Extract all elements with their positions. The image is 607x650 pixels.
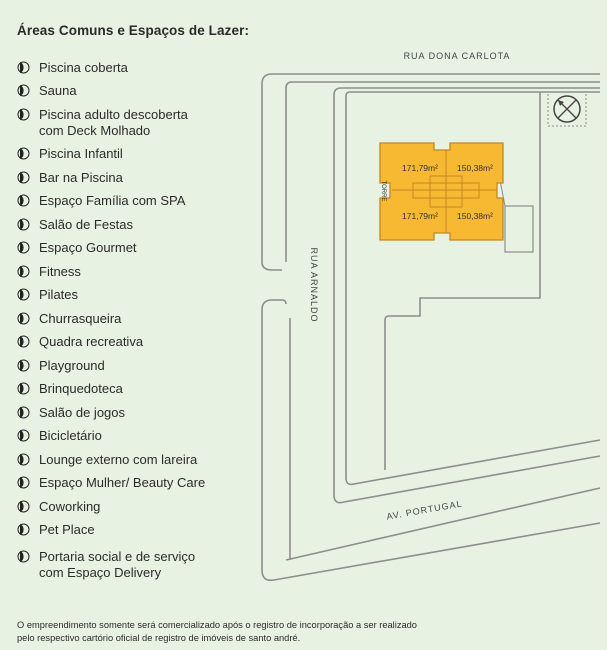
amenity-label: Portaria social e de serviço com Espaço Delivery <box>39 549 196 580</box>
amenity-label: Coworking <box>39 499 101 514</box>
legal-disclaimer <box>17 619 597 644</box>
amenity-label: Espaço Família com SPA <box>39 193 186 208</box>
street-edge <box>334 315 600 503</box>
amenity-label: Lounge externo com lareira <box>39 452 198 467</box>
amenity-label: Salão de Festas <box>39 217 133 232</box>
amenity-label: Fitness <box>39 264 81 279</box>
street-edge <box>262 523 600 580</box>
street-edge <box>262 300 286 570</box>
amenity-label: Churrasqueira <box>39 311 122 326</box>
annex-block <box>505 206 533 252</box>
street-label-av-portugal: AV. PORTUGAL <box>385 498 464 522</box>
amenity-label: Playground <box>39 358 105 373</box>
street-label-dona-carlota: RUA DONA CARLOTA <box>403 51 511 61</box>
tower-building <box>380 143 503 240</box>
amenity-label: Salão de jogos <box>39 405 126 420</box>
street-label-arnaldo: RUA ARNALDO <box>309 247 319 323</box>
compass-icon <box>548 92 586 126</box>
amenity-label: Quadra recreativa <box>39 334 144 349</box>
amenities-heading: Áreas Comuns e Espaços de Lazer: <box>17 23 250 38</box>
amenity-label: Pet Place <box>39 522 95 537</box>
unit-area-4: 150,38m² <box>457 211 493 221</box>
amenity-label: Pilates <box>39 287 79 302</box>
street-edge <box>286 488 600 560</box>
amenity-label: Piscina coberta <box>39 60 128 75</box>
street-edge <box>262 262 282 270</box>
unit-area-1: 171,79m² <box>402 163 438 173</box>
amenity-label: Bar na Piscina <box>39 170 123 185</box>
amenity-label: Piscina adulto descoberta com Deck Molhado <box>39 107 188 138</box>
unit-area-3: 171,79m² <box>402 211 438 221</box>
amenity-label: Espaço Gourmet <box>39 240 137 255</box>
amenity-label: Bicicletário <box>39 428 102 443</box>
unit-area-2: 150,38m² <box>457 163 493 173</box>
amenity-label: Espaço Mulher/ Beauty Care <box>39 475 206 490</box>
disclaimer-line-2: pelo respectivo cartório oficial de registro de imóveis de santo andré. <box>17 632 301 643</box>
amenity-label: Brinquedoteca <box>39 381 123 396</box>
amenity-label: Sauna <box>39 83 77 98</box>
disclaimer-line-1: O empreendimento somente será comercializado após o registro de incorporação a ser realizado <box>17 620 417 630</box>
amenity-label: Piscina Infantil <box>39 146 123 161</box>
tower-label: TORRE <box>380 180 386 202</box>
